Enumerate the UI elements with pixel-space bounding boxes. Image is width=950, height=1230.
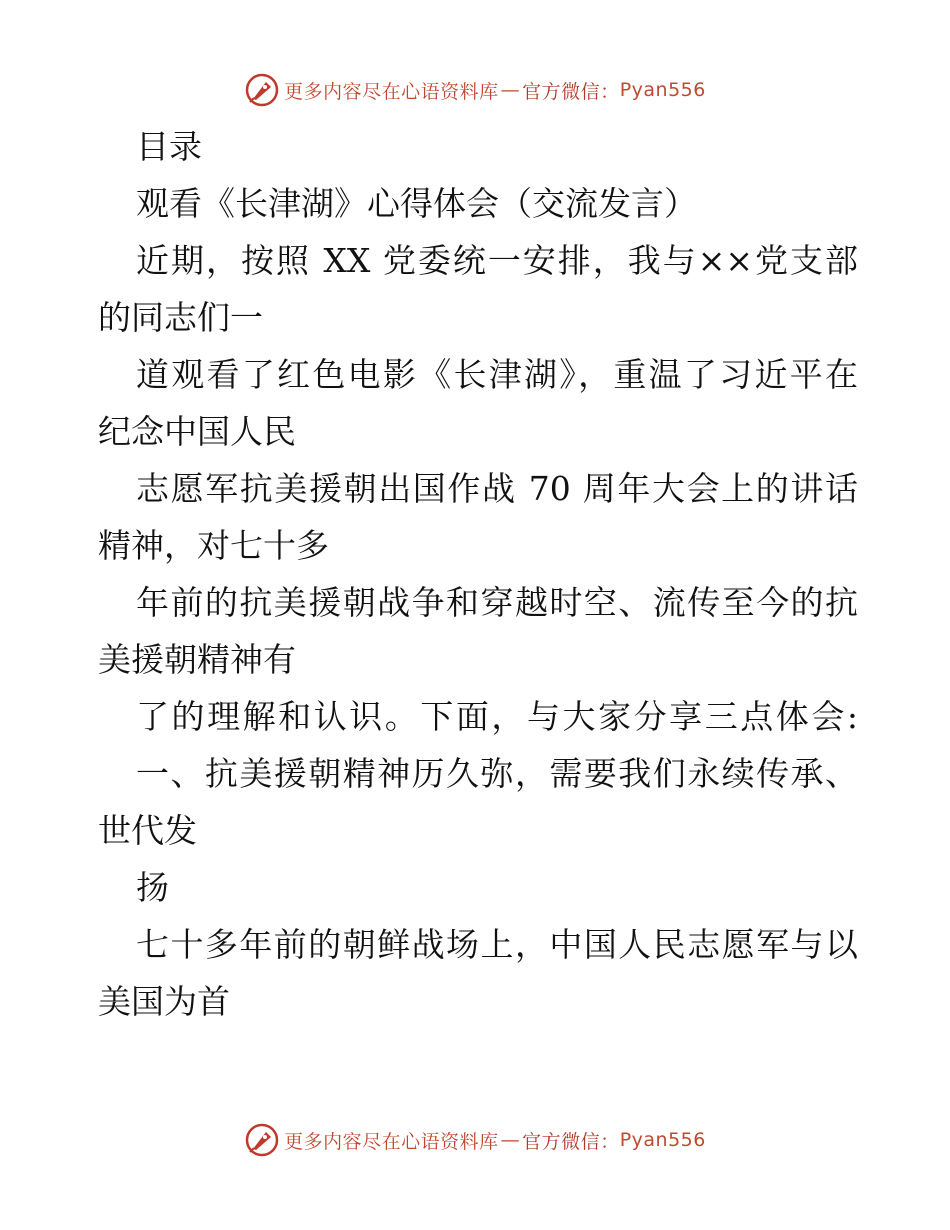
watermark-wechat-id: Pyan556 <box>619 1129 706 1151</box>
document-line: 道观看了红色电影《长津湖》，重温了习近平在 <box>136 355 858 394</box>
document-line: 了的理解和认识。下面，与大家分享三点体会: <box>136 697 858 736</box>
watermark-wechat-label: 官方微信： <box>522 80 620 103</box>
document-line: 一、抗美援朝精神历久弥，需要我们永续传承、 <box>136 754 858 793</box>
document-line: 近期，按照 XX 党委统一安排，我与××党支部 <box>136 241 858 280</box>
watermark-text: 更多内容尽在心语资料库 <box>284 1130 499 1153</box>
document-line: 美国为首 <box>98 982 230 1021</box>
document-line: 世代发 <box>98 811 197 850</box>
watermark-dash: — <box>500 79 521 101</box>
watermark-wechat-id: Pyan556 <box>619 79 706 101</box>
pen-nib-logo-icon <box>244 1122 280 1158</box>
document-line: 的同志们一 <box>98 298 263 337</box>
pen-nib-logo-icon <box>244 72 280 108</box>
document-line: 志愿军抗美援朝出国作战 70 周年大会上的讲话 <box>136 469 858 508</box>
header-watermark <box>0 70 950 110</box>
document-line: 年前的抗美援朝战争和穿越时空、流传至今的抗 <box>136 583 858 622</box>
document-line: 精神，对七十多 <box>98 526 329 565</box>
watermark-text: 更多内容尽在心语资料库 <box>284 80 499 103</box>
footer-watermark <box>0 1120 950 1160</box>
document-line: 美援朝精神有 <box>98 640 296 679</box>
watermark-dash: — <box>500 1129 521 1151</box>
document-line: 扬 <box>136 868 169 907</box>
document-line: 观看《长津湖》心得体会（交流发言） <box>136 184 697 223</box>
document-line: 目录 <box>136 127 202 166</box>
document-line: 纪念中国人民 <box>98 412 296 451</box>
watermark-wechat-label: 官方微信： <box>522 1130 620 1153</box>
document-body <box>98 118 858 1030</box>
document-line: 七十多年前的朝鲜战场上，中国人民志愿军与以 <box>136 925 858 964</box>
